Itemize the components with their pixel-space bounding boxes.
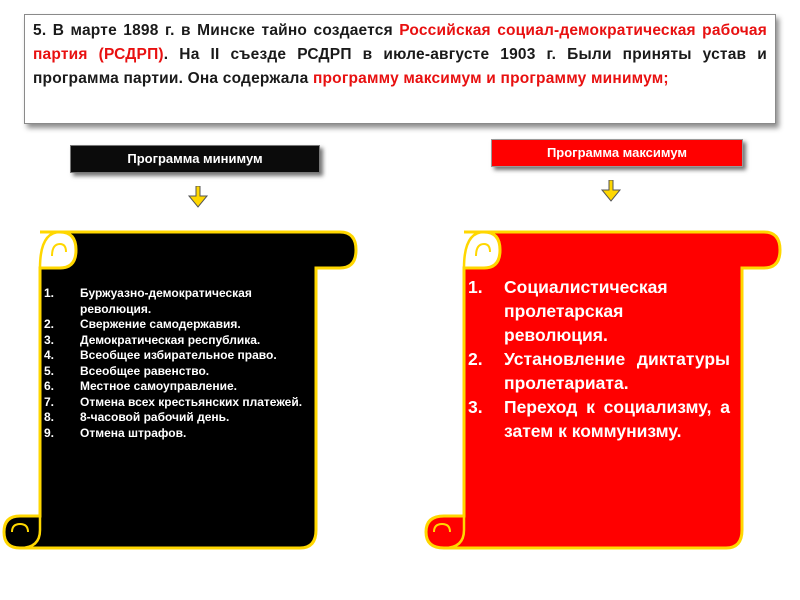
list-item-number: 2. bbox=[44, 317, 55, 331]
list-item-number: 2. bbox=[468, 349, 483, 369]
list-item-text: Свержение самодержавия. bbox=[80, 317, 241, 331]
list-item bbox=[468, 347, 730, 395]
list-item-text: Социалистическая пролетарская революция. bbox=[504, 277, 668, 345]
list-item-text: Переход к социализму, а затем к коммунизму. bbox=[504, 397, 730, 441]
arrow-down-icon bbox=[598, 180, 624, 202]
programs-mention: программу максимум и программу минимум; bbox=[312, 70, 669, 87]
program-min-list bbox=[44, 286, 306, 441]
list-item-text: Буржуазно-демократическая революция. bbox=[80, 286, 252, 316]
list-item-text: Установление диктатуры пролетариата. bbox=[504, 349, 730, 393]
list-item-text: 8-часовой рабочий день. bbox=[80, 410, 230, 424]
list-item-number: 9. bbox=[44, 425, 55, 440]
list-item bbox=[44, 333, 306, 349]
list-item bbox=[468, 275, 730, 347]
list-item bbox=[44, 379, 306, 395]
list-item-number: 5. bbox=[44, 363, 55, 378]
list-item bbox=[44, 426, 306, 442]
list-item bbox=[44, 286, 306, 317]
intro-text-part1: 5. В марте 1898 г. в Минске тайно создается bbox=[33, 22, 400, 39]
list-item bbox=[468, 395, 730, 443]
program-max-label: Программа максимум bbox=[491, 139, 743, 167]
list-item-text: Демократическая республика. bbox=[80, 332, 261, 347]
program-min-label: Программа минимум bbox=[70, 145, 320, 173]
list-item-number: 8. bbox=[44, 410, 55, 424]
list-item bbox=[44, 317, 306, 333]
party-name: Российская социал-демократическая рабочая партия (РСДРП) bbox=[33, 22, 767, 63]
list-item-text: Всеобщее избирательное право. bbox=[80, 348, 277, 362]
list-item-text: Отмена всех крестьянских платежей. bbox=[80, 394, 303, 409]
list-item-number: 3. bbox=[468, 397, 483, 417]
list-item-text: Местное самоуправление. bbox=[80, 379, 237, 393]
list-item-number: 3. bbox=[44, 332, 55, 347]
list-item bbox=[44, 364, 306, 380]
list-item-text: Отмена штрафов. bbox=[80, 425, 187, 440]
list-item bbox=[44, 395, 306, 411]
list-item-number: 7. bbox=[44, 394, 55, 409]
arrow-down-icon bbox=[185, 186, 211, 208]
list-item-number: 6. bbox=[44, 379, 55, 393]
list-item-number: 1. bbox=[468, 277, 483, 297]
intro-text-box bbox=[24, 14, 776, 124]
list-item-number: 1. bbox=[44, 286, 55, 300]
list-item bbox=[44, 348, 306, 364]
intro-text-part2: . На II съезде РСДРП в июле-августе 1903 г. Были приняты устав и программа партии. Она содержала bbox=[33, 46, 767, 87]
list-item bbox=[44, 410, 306, 426]
list-item-text: Всеобщее равенство. bbox=[80, 363, 210, 378]
list-item-number: 4. bbox=[44, 348, 55, 362]
program-max-list bbox=[468, 275, 730, 443]
